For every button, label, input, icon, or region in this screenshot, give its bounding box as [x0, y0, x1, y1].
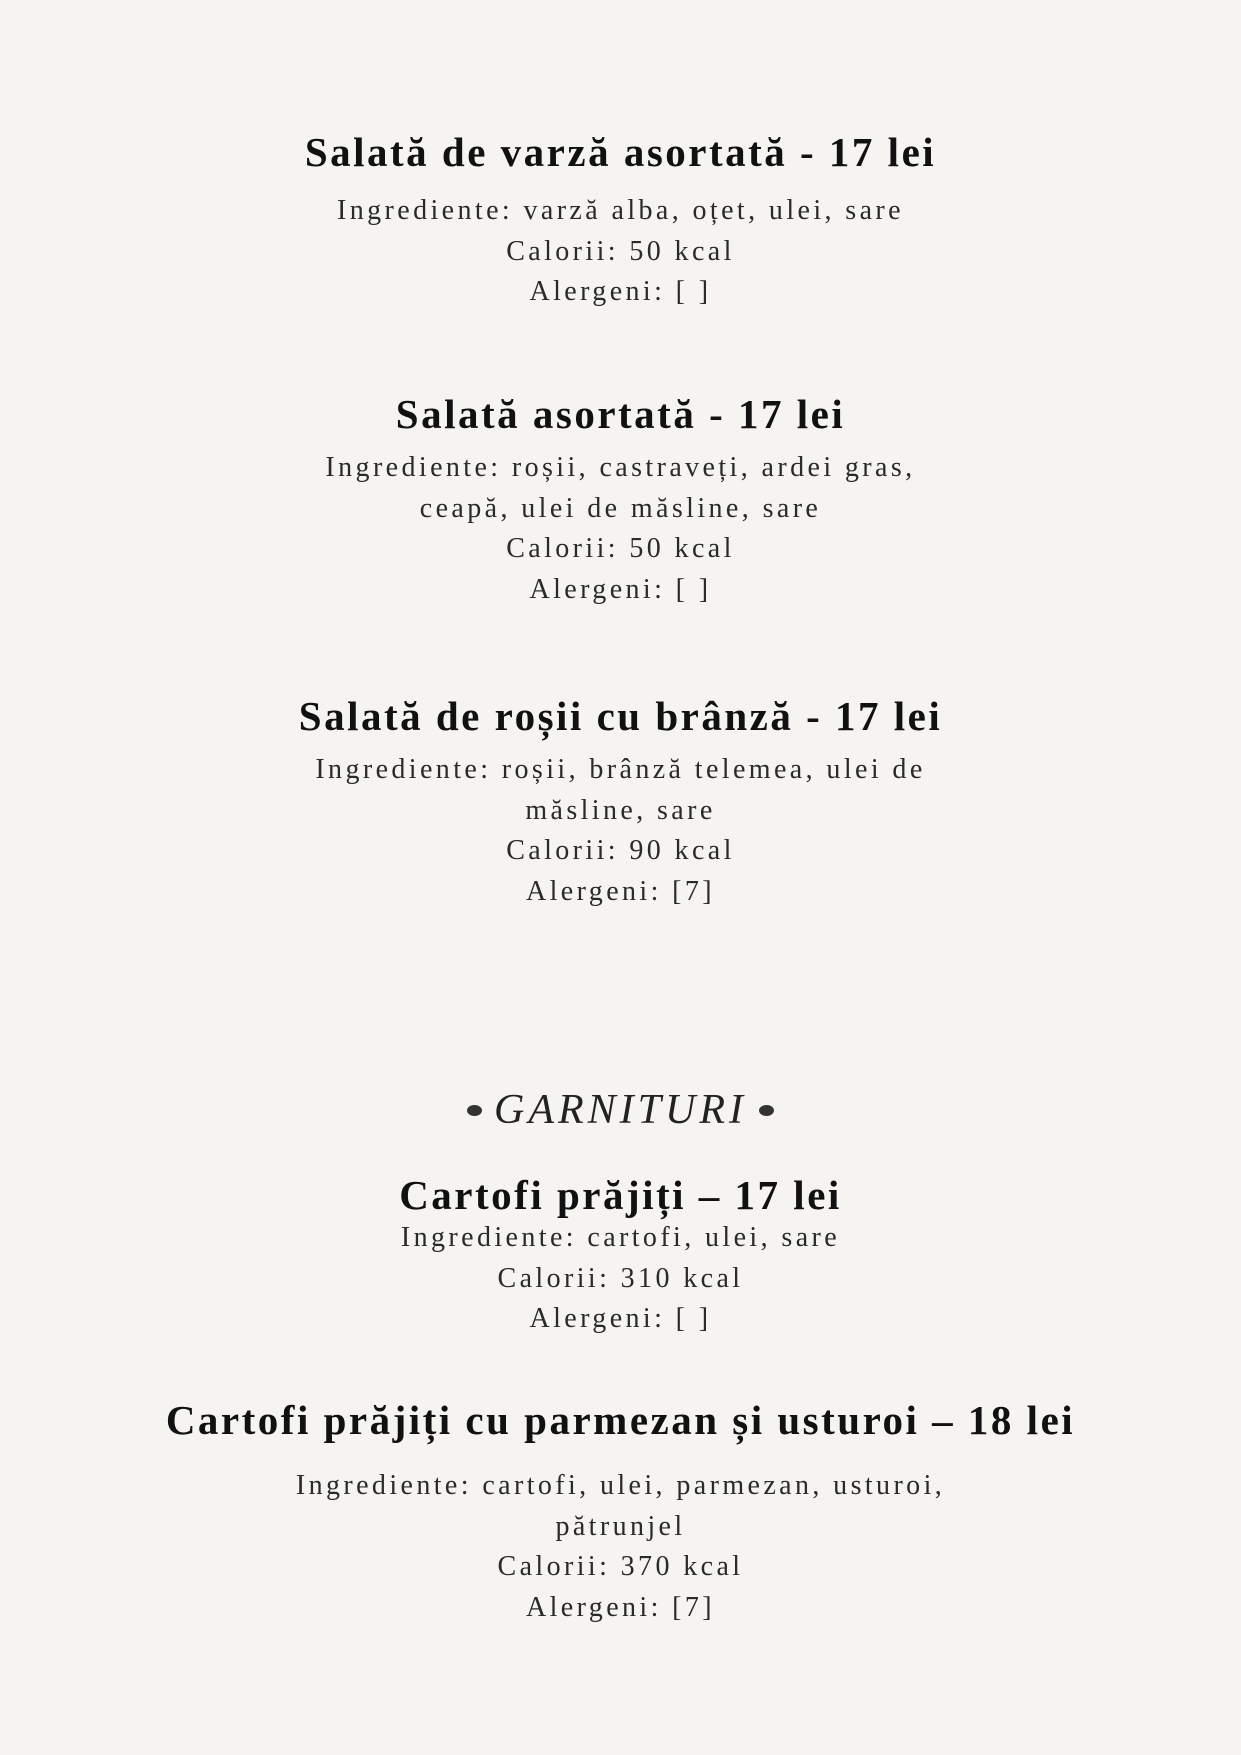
menu-item-details: [0, 1466, 1241, 1628]
menu-item: [0, 1395, 1241, 1628]
menu-item-ingredients-cont: măsline, sare: [525, 794, 716, 826]
bullet-icon: [759, 1105, 774, 1116]
menu-item-title: Salată de roșii cu brânză - 17 lei: [298, 693, 943, 739]
menu-item-allergens: Alergeni: [ ]: [529, 1303, 712, 1334]
menu-item-details: [0, 750, 1241, 912]
menu-item-calories: Calorii: 50 kcal: [506, 533, 735, 564]
menu-item-ingredients: Ingrediente: roșii, brânză telemea, ulei de: [315, 754, 926, 785]
menu-item-details: [0, 1218, 1241, 1340]
menu-item-ingredients: Ingrediente: cartofi, ulei, sare: [400, 1222, 841, 1253]
menu-item: [0, 389, 1241, 610]
menu-item-ingredients: Ingrediente: cartofi, ulei, parmezan, usturoi,: [295, 1470, 946, 1501]
bullet-icon: [467, 1105, 482, 1116]
menu-item-ingredients-cont: ceapă, ulei de măsline, sare: [419, 492, 822, 524]
menu-item-calories: Calorii: 50 kcal: [506, 235, 735, 267]
menu-item-title: Salată asortată - 17 lei: [395, 391, 846, 437]
menu-item-ingredients: Ingrediente: roșii, castraveți, ardei gras,: [325, 452, 916, 483]
section-title: GARNITURI: [494, 1087, 747, 1133]
menu-item-details: [0, 448, 1241, 610]
menu-item-title: Salată de varză asortată - 17 lei: [304, 129, 937, 175]
menu-item-allergens: Alergeni: [ ]: [529, 573, 712, 605]
menu-item-allergens: Alergeni: [7]: [525, 1591, 716, 1623]
menu-item-ingredients-cont: pătrunjel: [555, 1510, 686, 1542]
menu-item-allergens: Alergeni: [7]: [525, 875, 716, 907]
menu-item-title: Cartofi prăjiți – 17 lei: [399, 1172, 842, 1218]
menu-item-calories: Calorii: 90 kcal: [506, 835, 735, 866]
menu-item-allergens: Alergeni: [ ]: [529, 276, 712, 307]
menu-item-details: [0, 191, 1241, 313]
menu-item: [0, 1170, 1241, 1340]
menu-item: [0, 127, 1241, 313]
section-heading: [0, 1082, 1241, 1138]
menu-item-calories: Calorii: 310 kcal: [497, 1262, 744, 1294]
menu-item-title: Cartofi prăjiți cu parmezan și usturoi – 18 lei: [165, 1397, 1076, 1443]
menu-item-calories: Calorii: 370 kcal: [497, 1551, 744, 1582]
menu-item: [0, 691, 1241, 912]
menu-item-ingredients: Ingrediente: varză alba, oțet, ulei, sare: [337, 195, 904, 226]
